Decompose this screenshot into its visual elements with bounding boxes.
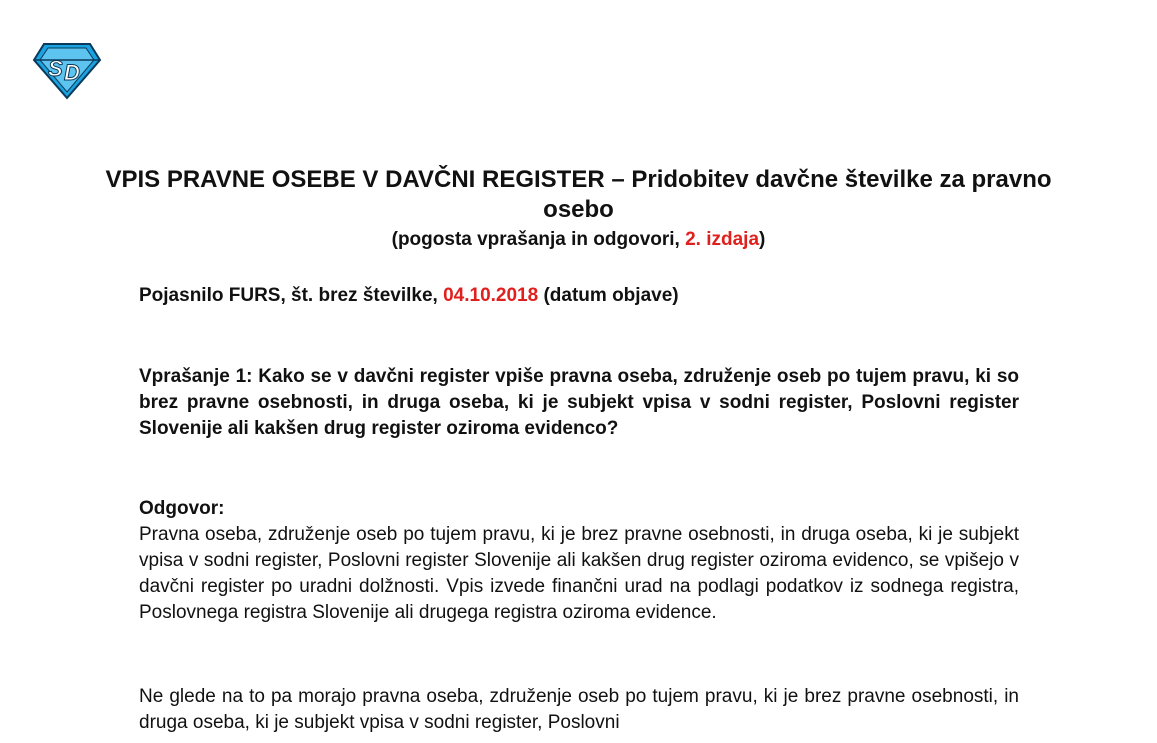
subtitle-prefix: (pogosta vprašanja in odgovori, <box>391 229 686 250</box>
answer-label: Odgovor: <box>139 498 225 519</box>
document-title: VPIS PRAVNE OSEBE V DAVČNI REGISTER – Pridobitev davčne številke za pravno osebo <box>105 166 1052 223</box>
svg-text:S: S <box>48 56 63 81</box>
explanation-reference <box>139 283 1019 309</box>
document-title-block <box>80 165 1077 253</box>
answer-paragraph-1: Pravna oseba, združenje oseb po tujem pravu, ki je brez pravne osebnosti, in druga oseba, ki je subjekt vpisa v sodni register, Poslovni register Slovenije ali kakšen drug register oziroma evidenco, se vpišejo v davčni register po uradni dolžnosti. Vpis izvede finančni urad na podlagi podatkov iz sodnega registra, Poslovnega registra Slovenije ali drugega registra oziroma evidence. <box>139 524 1019 623</box>
explanation-date: 04.10.2018 <box>443 285 539 306</box>
subtitle-edition: 2. izdaja <box>685 229 760 250</box>
subtitle-suffix: ) <box>759 229 766 250</box>
svg-text:D: D <box>64 60 80 85</box>
explanation-prefix: Pojasnilo FURS, št. brez številke, <box>139 285 444 306</box>
document-subtitle <box>80 227 1077 253</box>
explanation-suffix: (datum objave) <box>538 285 679 306</box>
question-1: Vprašanje 1: Kako se v davčni register vpiše pravna oseba, združenje oseb po tujem pravu, ki so brez pravne osebnosti, in druga oseba, ki je subjekt vpisa v sodni register, Poslovni register Slovenije ali kakšen drug register oziroma evidenco? <box>139 366 1019 439</box>
answer-paragraph-2: Ne glede na to pa morajo pravna oseba, združenje oseb po tujem pravu, ki je brez pravne osebnosti, in druga oseba, ki je subjekt vpisa v sodni register, Poslovni <box>139 686 1019 733</box>
sd-diamond-logo-icon <box>30 40 104 100</box>
